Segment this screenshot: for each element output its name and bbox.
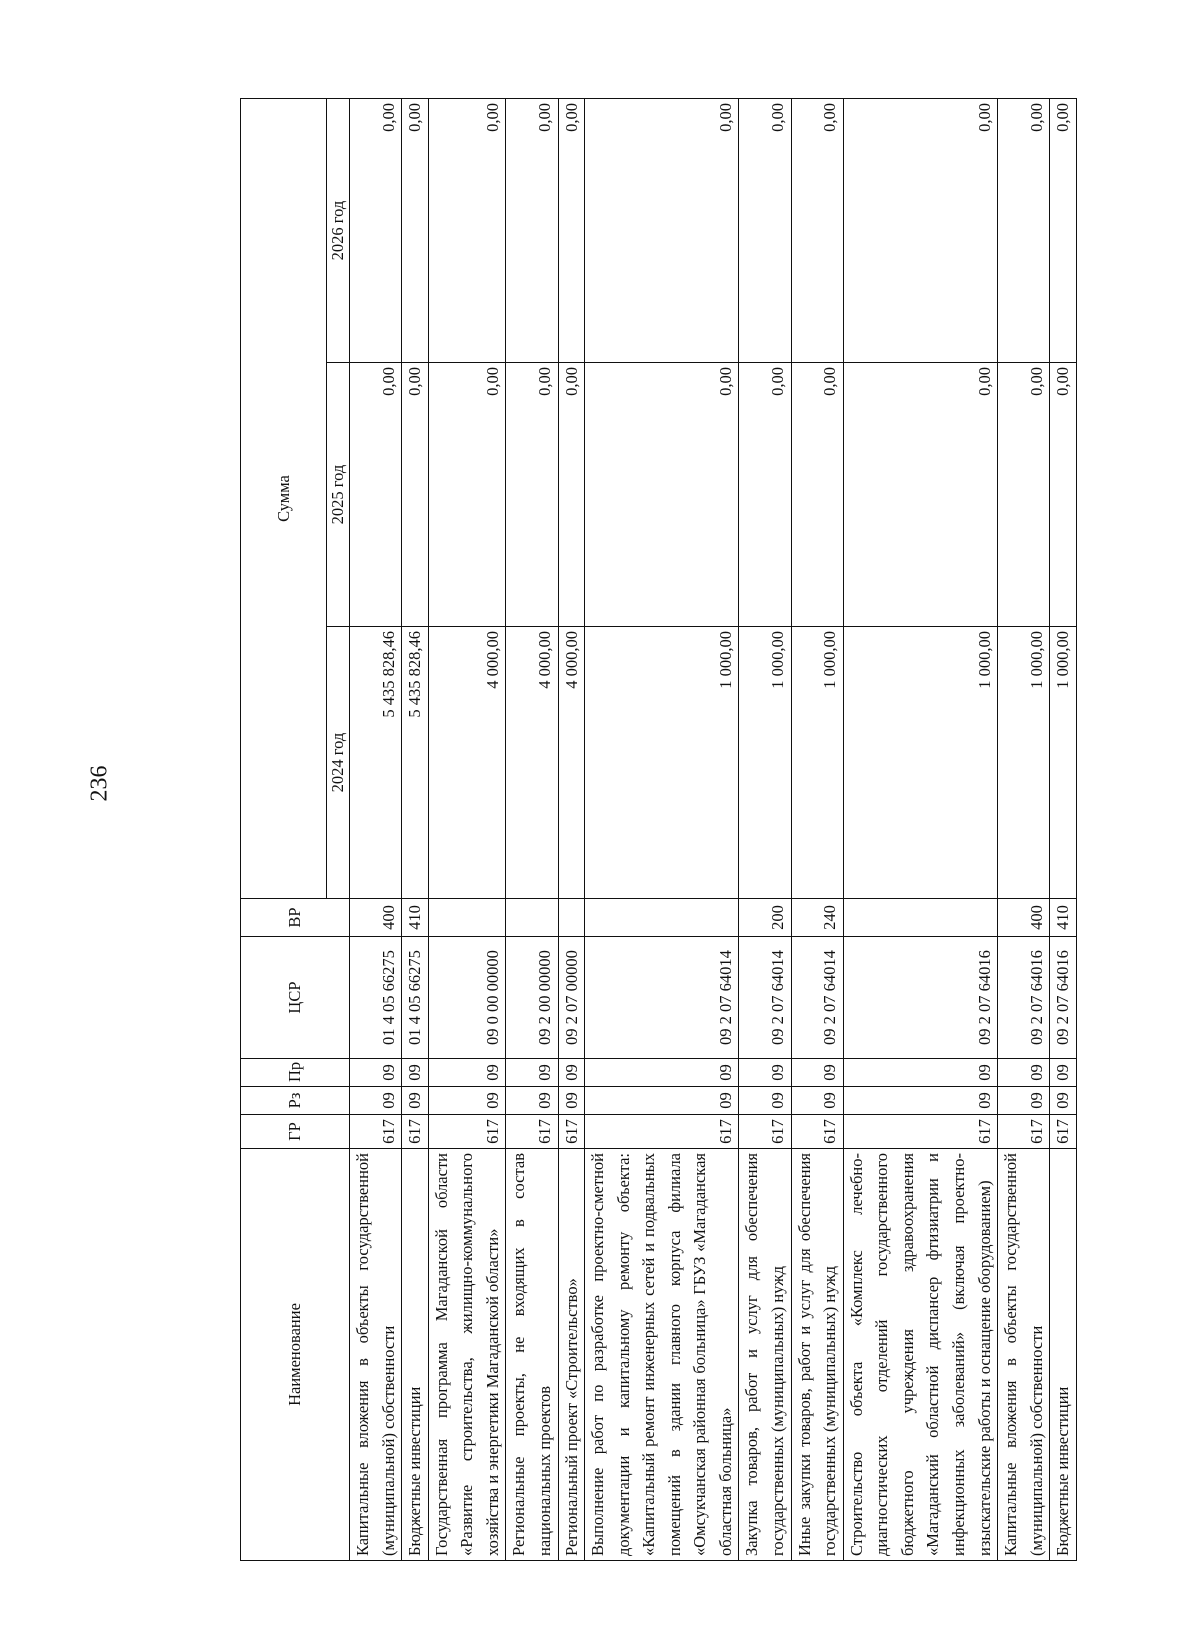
cell-csr: 09 2 07 64016 xyxy=(998,937,1050,1059)
cell-csr: 01 4 05 66275 xyxy=(402,937,429,1059)
cell-y2024: 4 000,00 xyxy=(506,627,558,899)
cell-rz: 09 xyxy=(428,1087,506,1115)
cell-vr: 410 xyxy=(402,899,429,937)
cell-gr: 617 xyxy=(506,1115,558,1149)
cell-pr: 09 xyxy=(558,1059,585,1087)
table-body xyxy=(350,99,1077,1561)
cell-y2026: 0,00 xyxy=(558,99,585,363)
cell-y2025: 0,00 xyxy=(402,363,429,627)
cell-rz: 09 xyxy=(558,1087,585,1115)
cell-rz: 09 xyxy=(843,1087,997,1115)
cell-csr: 09 2 07 64014 xyxy=(585,937,739,1059)
cell-name: Капитальные вложения в объекты государственной (муниципальной) собственности xyxy=(998,1149,1050,1561)
cell-name: Государственная программа Магаданской области «Развитие строительства, жилищно-коммунального хозяйства и энергетики Магаданской области» xyxy=(428,1149,506,1561)
cell-rz: 09 xyxy=(585,1087,739,1115)
cell-y2025: 0,00 xyxy=(585,363,739,627)
cell-y2024: 1 000,00 xyxy=(1050,627,1077,899)
cell-y2025: 0,00 xyxy=(428,363,506,627)
header-pr: Пр xyxy=(241,1059,350,1087)
table-row xyxy=(791,99,843,1561)
cell-rz: 09 xyxy=(402,1087,429,1115)
cell-pr: 09 xyxy=(843,1059,997,1087)
table-row xyxy=(739,99,791,1561)
cell-csr: 01 4 05 66275 xyxy=(350,937,402,1059)
cell-vr: 400 xyxy=(350,899,402,937)
cell-y2024: 4 000,00 xyxy=(558,627,585,899)
cell-y2026: 0,00 xyxy=(402,99,429,363)
cell-csr: 09 2 00 00000 xyxy=(506,937,558,1059)
cell-vr: 410 xyxy=(1050,899,1077,937)
header-gr: ГР xyxy=(241,1115,350,1149)
header-name: Наименование xyxy=(241,1149,350,1561)
cell-pr: 09 xyxy=(791,1059,843,1087)
header-sum: Сумма xyxy=(241,99,327,899)
cell-rz: 09 xyxy=(1050,1087,1077,1115)
cell-y2024: 1 000,00 xyxy=(791,627,843,899)
cell-gr: 617 xyxy=(739,1115,791,1149)
cell-rz: 09 xyxy=(506,1087,558,1115)
cell-name: Закупка товаров, работ и услуг для обеспечения государственных (муниципальных) нужд xyxy=(739,1149,791,1561)
table-row xyxy=(558,99,585,1561)
cell-pr: 09 xyxy=(428,1059,506,1087)
cell-vr: 200 xyxy=(739,899,791,937)
cell-y2025: 0,00 xyxy=(1050,363,1077,627)
cell-y2025: 0,00 xyxy=(506,363,558,627)
table-row xyxy=(1050,99,1077,1561)
header-csr: ЦСР xyxy=(241,937,350,1059)
cell-y2026: 0,00 xyxy=(1050,99,1077,363)
cell-y2025: 0,00 xyxy=(739,363,791,627)
cell-name: Выполнение работ по разработке проектно-сметной документации и капитальному ремонту объекта: «Капитальный ремонт инженерных сетей и подвальных помещений в здании главного корпуса филиала «Омсукчанская районная больница» ГБУЗ «Магаданская областная больница» xyxy=(585,1149,739,1561)
cell-gr: 617 xyxy=(402,1115,429,1149)
cell-y2026: 0,00 xyxy=(350,99,402,363)
cell-y2025: 0,00 xyxy=(998,363,1050,627)
rotated-page-content xyxy=(240,99,1073,1561)
cell-name: Бюджетные инвестиции xyxy=(402,1149,429,1561)
cell-pr: 09 xyxy=(402,1059,429,1087)
budget-table xyxy=(240,98,1077,1561)
header-row xyxy=(241,99,327,1561)
table-row xyxy=(428,99,506,1561)
cell-name: Капитальные вложения в объекты государственной (муниципальной) собственности xyxy=(350,1149,402,1561)
cell-vr: 240 xyxy=(791,899,843,937)
cell-pr: 09 xyxy=(506,1059,558,1087)
cell-csr: 09 2 07 64016 xyxy=(843,937,997,1059)
cell-pr: 09 xyxy=(739,1059,791,1087)
cell-csr: 09 2 07 64014 xyxy=(739,937,791,1059)
table-row xyxy=(585,99,739,1561)
header-2026: 2026 год xyxy=(327,99,350,363)
cell-csr: 09 2 07 64016 xyxy=(1050,937,1077,1059)
header-2024: 2024 год xyxy=(327,627,350,899)
header-vr: ВР xyxy=(241,899,350,937)
cell-name: Строительство объекта «Комплекс лечебно-диагностических отделений государственного бюджетного учреждения здравоохранения «Магаданский областной диспансер фтизиатрии и инфекционных заболеваний» (включая проектно-изыскательские работы и оснащение оборудованием) xyxy=(843,1149,997,1561)
cell-y2025: 0,00 xyxy=(843,363,997,627)
cell-csr: 09 0 00 00000 xyxy=(428,937,506,1059)
cell-y2024: 1 000,00 xyxy=(739,627,791,899)
cell-vr xyxy=(428,899,506,937)
cell-vr: 400 xyxy=(998,899,1050,937)
cell-gr: 617 xyxy=(843,1115,997,1149)
cell-gr: 617 xyxy=(1050,1115,1077,1149)
cell-name: Бюджетные инвестиции xyxy=(1050,1149,1077,1561)
cell-y2024: 1 000,00 xyxy=(998,627,1050,899)
cell-gr: 617 xyxy=(791,1115,843,1149)
cell-y2026: 0,00 xyxy=(585,99,739,363)
cell-y2025: 0,00 xyxy=(791,363,843,627)
cell-pr: 09 xyxy=(1050,1059,1077,1087)
cell-y2024: 1 000,00 xyxy=(843,627,997,899)
cell-y2026: 0,00 xyxy=(428,99,506,363)
cell-y2026: 0,00 xyxy=(843,99,997,363)
cell-name: Региональные проекты, не входящих в состав национальных проектов xyxy=(506,1149,558,1561)
cell-y2026: 0,00 xyxy=(791,99,843,363)
cell-name: Иные закупки товаров, работ и услуг для обеспечения государственных (муниципальных) нужд xyxy=(791,1149,843,1561)
cell-vr xyxy=(843,899,997,937)
cell-pr: 09 xyxy=(585,1059,739,1087)
cell-y2024: 1 000,00 xyxy=(585,627,739,899)
cell-vr xyxy=(506,899,558,937)
cell-y2025: 0,00 xyxy=(350,363,402,627)
cell-y2024: 5 435 828,46 xyxy=(402,627,429,899)
cell-gr: 617 xyxy=(558,1115,585,1149)
cell-gr: 617 xyxy=(998,1115,1050,1149)
cell-y2025: 0,00 xyxy=(558,363,585,627)
table-row xyxy=(350,99,402,1561)
cell-csr: 09 2 07 64014 xyxy=(791,937,843,1059)
header-rz: Рз xyxy=(241,1087,350,1115)
cell-rz: 09 xyxy=(350,1087,402,1115)
cell-vr xyxy=(558,899,585,937)
cell-y2024: 5 435 828,46 xyxy=(350,627,402,899)
cell-csr: 09 2 07 00000 xyxy=(558,937,585,1059)
cell-rz: 09 xyxy=(791,1087,843,1115)
cell-name: Региональный проект «Строительство» xyxy=(558,1149,585,1561)
cell-y2026: 0,00 xyxy=(739,99,791,363)
table-row xyxy=(998,99,1050,1561)
page-number: 236 xyxy=(86,765,113,802)
cell-vr xyxy=(585,899,739,937)
table-row xyxy=(843,99,997,1561)
cell-y2026: 0,00 xyxy=(506,99,558,363)
cell-pr: 09 xyxy=(998,1059,1050,1087)
cell-gr: 617 xyxy=(350,1115,402,1149)
cell-pr: 09 xyxy=(350,1059,402,1087)
header-2025: 2025 год xyxy=(327,363,350,627)
cell-rz: 09 xyxy=(739,1087,791,1115)
cell-y2026: 0,00 xyxy=(998,99,1050,363)
cell-gr: 617 xyxy=(585,1115,739,1149)
cell-gr: 617 xyxy=(428,1115,506,1149)
cell-rz: 09 xyxy=(998,1087,1050,1115)
cell-y2024: 4 000,00 xyxy=(428,627,506,899)
table-row xyxy=(402,99,429,1561)
table-row xyxy=(506,99,558,1561)
